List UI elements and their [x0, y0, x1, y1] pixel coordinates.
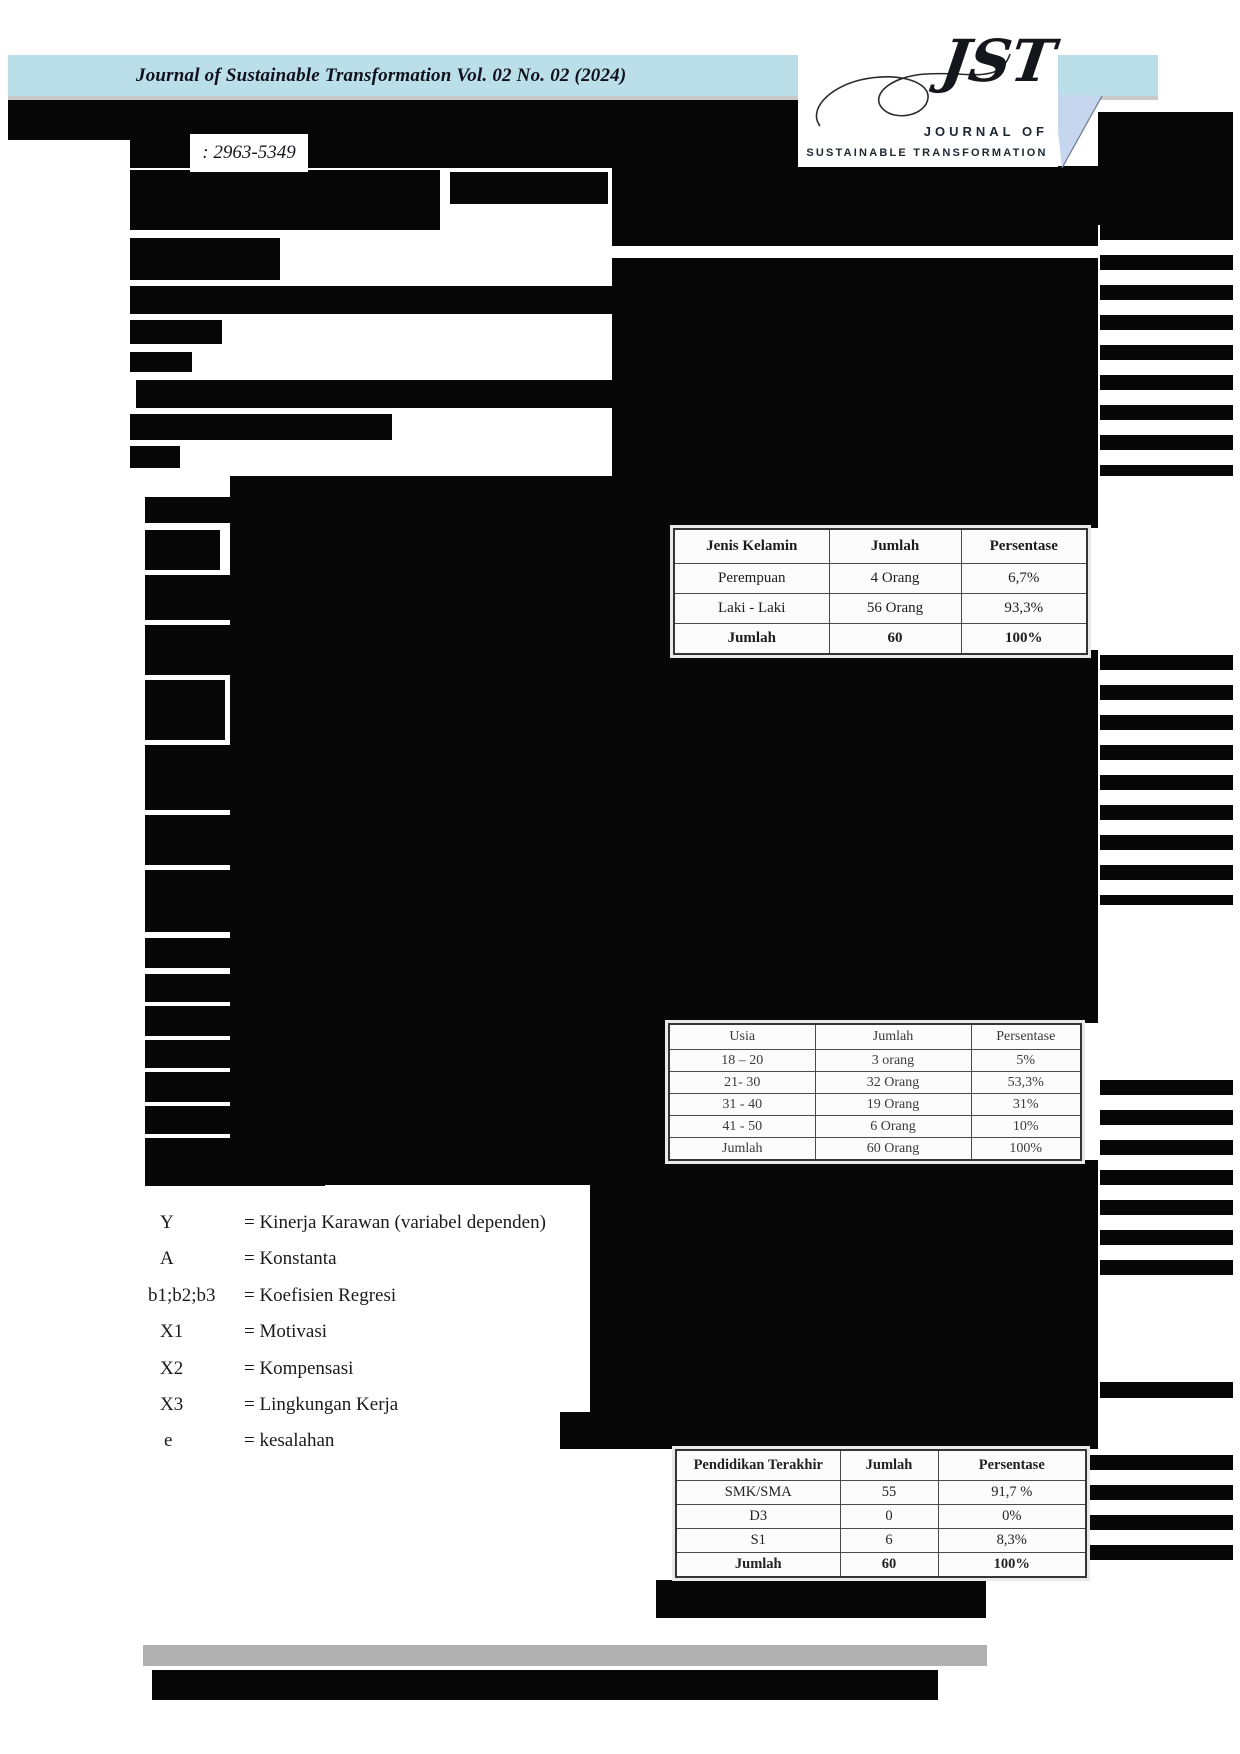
- variable-definition: = Kinerja Karawan (variabel dependen): [244, 1212, 546, 1233]
- column-header: Usia: [669, 1024, 815, 1050]
- table-cell: 60: [840, 1553, 938, 1578]
- table-cell: 91,7 %: [938, 1481, 1086, 1505]
- table-cell: Perempuan: [674, 564, 829, 594]
- table-row: [669, 1116, 1081, 1138]
- table-cell: Jumlah: [669, 1138, 815, 1161]
- table-row: [674, 564, 1087, 594]
- table-cell: 4 Orang: [829, 564, 961, 594]
- variable-symbol: A: [160, 1248, 174, 1270]
- journal-title: Journal of Sustainable Transformation Vol. 02 No. 02 (2024): [136, 64, 627, 86]
- redacted-text-block: [145, 680, 225, 740]
- variable-symbol: b1;b2;b3: [148, 1284, 216, 1306]
- redacted-text-block: [130, 238, 280, 280]
- redacted-text-block: [1098, 112, 1233, 225]
- variable-definition: = Konstanta: [244, 1248, 337, 1270]
- table-cell: 3 orang: [815, 1050, 971, 1072]
- table-row: [676, 1529, 1086, 1553]
- logo-text-journal-of: JOURNAL OF: [923, 124, 1048, 139]
- table-cell: 8,3%: [938, 1529, 1086, 1553]
- redacted-text-block: [145, 815, 230, 865]
- redacted-text-block: [130, 286, 612, 314]
- redacted-text-block: [130, 352, 192, 372]
- table-cell: Jumlah: [674, 624, 829, 655]
- redacted-text-block: [230, 528, 678, 650]
- table-cell: D3: [676, 1505, 840, 1529]
- column-header: Jumlah: [840, 1450, 938, 1481]
- column-header: Jumlah: [815, 1024, 971, 1050]
- table-row: [669, 1072, 1081, 1094]
- table-cell: 53,3%: [971, 1072, 1081, 1094]
- redacted-text-block: [130, 446, 180, 468]
- variable-definition-row: [144, 1248, 590, 1284]
- gray-divider-bar: [143, 1645, 987, 1666]
- table-header-row: [669, 1024, 1081, 1050]
- table-cell: 10%: [971, 1116, 1081, 1138]
- variable-definition-row: [144, 1394, 590, 1430]
- table-cell: 60 Orang: [815, 1138, 971, 1161]
- table-cell: 21- 30: [669, 1072, 815, 1094]
- table-cell: 0%: [938, 1505, 1086, 1529]
- table-row: [669, 1050, 1081, 1072]
- redacted-text-block: [145, 575, 230, 620]
- table-row: [674, 594, 1087, 624]
- age-table: [668, 1023, 1082, 1161]
- redacted-text-block: [152, 1670, 938, 1700]
- table-header-row: [676, 1450, 1086, 1481]
- variable-definition: = Motivasi: [244, 1321, 328, 1343]
- redacted-text-block: [130, 414, 392, 440]
- variable-definition: = Kompensasi: [244, 1357, 354, 1379]
- table-cell: 0: [840, 1505, 938, 1529]
- table-cell: 32 Orang: [815, 1072, 971, 1094]
- table-cell: 31 - 40: [669, 1094, 815, 1116]
- redacted-text-block: [678, 476, 1098, 528]
- table-row: [676, 1505, 1086, 1529]
- redacted-text-block: [230, 650, 1098, 906]
- regression-variable-definitions: [144, 1212, 590, 1467]
- table-cell: 31%: [971, 1094, 1081, 1116]
- redacted-text-block: [560, 1412, 1098, 1449]
- table-cell: 60: [829, 624, 961, 655]
- table-cell: Laki - Laki: [674, 594, 829, 624]
- issn-label: : 2963-5349: [190, 134, 308, 172]
- variable-definition-row: [144, 1285, 590, 1321]
- redacted-text-block: [136, 380, 614, 408]
- redacted-text-block: [1100, 1382, 1233, 1398]
- table-cell: 93,3%: [961, 594, 1087, 624]
- gender-table: [673, 528, 1088, 655]
- redacted-text-block: [145, 497, 305, 523]
- redacted-text-block: [230, 1160, 1098, 1185]
- page-fold-decoration: [1052, 92, 1106, 172]
- redacted-text-block: [145, 974, 385, 1002]
- variable-definition-row: [144, 1212, 590, 1248]
- redacted-text-block: [450, 172, 608, 204]
- table-cell: SMK/SMA: [676, 1481, 840, 1505]
- table-cell: 18 – 20: [669, 1050, 815, 1072]
- redacted-text-block: [145, 530, 220, 570]
- redacted-text-lines: [1085, 1455, 1233, 1570]
- variable-symbol: e: [164, 1430, 173, 1452]
- redacted-text-block: [130, 170, 440, 230]
- redacted-text-lines: [1100, 655, 1233, 905]
- table-cell: S1: [676, 1529, 840, 1553]
- redacted-text-block: [656, 1580, 986, 1618]
- table-total-row: [676, 1553, 1086, 1578]
- table-cell: 6,7%: [961, 564, 1087, 594]
- table-row: [676, 1481, 1086, 1505]
- table-cell: 41 - 50: [669, 1116, 815, 1138]
- education-table: [675, 1449, 1087, 1578]
- redacted-text-block: [612, 258, 1098, 476]
- table-cell: 19 Orang: [815, 1094, 971, 1116]
- variable-definition-row: [144, 1430, 590, 1466]
- table-cell: 6: [840, 1529, 938, 1553]
- variable-definition-row: [144, 1321, 590, 1357]
- jst-logo: [798, 27, 1059, 167]
- column-header: Persentase: [961, 529, 1087, 564]
- table-total-row: [674, 624, 1087, 655]
- table-cell: Jumlah: [676, 1553, 840, 1578]
- variable-definition: = Koefisien Regresi: [244, 1284, 397, 1306]
- redacted-text-lines: [1100, 225, 1233, 476]
- column-header: Persentase: [971, 1024, 1081, 1050]
- table-cell: 100%: [971, 1138, 1081, 1161]
- table-cell: 55: [840, 1481, 938, 1505]
- column-header: Jumlah: [829, 529, 961, 564]
- logo-text-sustainable-transformation: SUSTAINABLE TRANSFORMATION: [806, 147, 1048, 159]
- table-row: [669, 1138, 1081, 1161]
- table-header-row: [674, 529, 1087, 564]
- variable-definition-row: [144, 1358, 590, 1394]
- table-cell: 100%: [961, 624, 1087, 655]
- variable-symbol: Y: [160, 1212, 174, 1233]
- redacted-text-block: [130, 140, 190, 168]
- table-cell: 56 Orang: [829, 594, 961, 624]
- column-header: Persentase: [938, 1450, 1086, 1481]
- table-cell: 5%: [971, 1050, 1081, 1072]
- column-header: Pendidikan Terakhir: [676, 1450, 840, 1481]
- redacted-text-block: [8, 100, 798, 140]
- redacted-text-block: [308, 140, 798, 168]
- variable-symbol: X3: [160, 1393, 184, 1415]
- variable-symbol: X1: [160, 1321, 184, 1343]
- redacted-text-block: [230, 1023, 668, 1160]
- table-cell: 100%: [938, 1553, 1086, 1578]
- variable-definition: = kesalahan: [244, 1430, 335, 1452]
- redacted-text-block: [145, 906, 535, 932]
- redacted-text-block: [590, 1185, 1098, 1415]
- redacted-text-lines: [1100, 1080, 1233, 1290]
- redacted-text-block: [612, 166, 1098, 246]
- variable-definition: = Lingkungan Kerja: [244, 1393, 399, 1415]
- redacted-text-block: [130, 320, 222, 344]
- redacted-text-block: [145, 938, 360, 968]
- table-cell: 6 Orang: [815, 1116, 971, 1138]
- table-row: [669, 1094, 1081, 1116]
- variable-symbol: X2: [160, 1357, 184, 1379]
- jst-monogram: JST: [936, 27, 1059, 95]
- column-header: Jenis Kelamin: [674, 529, 829, 564]
